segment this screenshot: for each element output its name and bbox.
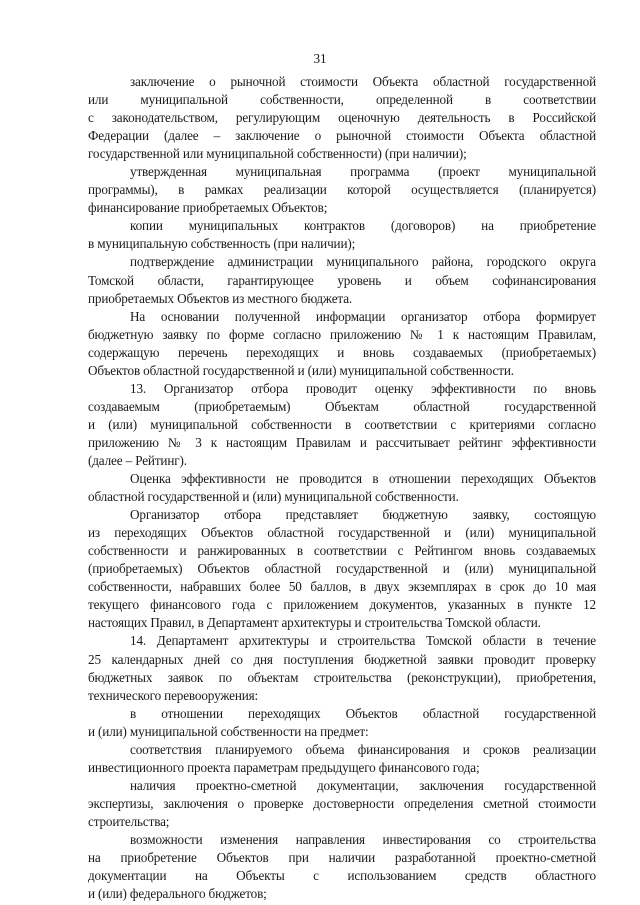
- paragraph-line: технического перевооружения:: [88, 687, 259, 703]
- paragraph: [88, 470, 596, 506]
- paragraph-line: На основании полученной информации организатор отбора формирует: [130, 308, 596, 324]
- paragraph-line: бюджетных заявок по объектам строительства (реконструкции), приобретения,: [88, 669, 596, 685]
- paragraph-line: или муниципальной собственности, определенной в соответствии: [88, 92, 596, 108]
- paragraph-line: приобретаемых Объектов из местного бюджета.: [88, 290, 353, 306]
- paragraph-line: бюджетную заявку по форме согласно приложению № 1 к настоящим Правилам,: [88, 326, 596, 342]
- paragraph-line: в муниципальную собственность (при наличии);: [88, 236, 356, 252]
- paragraph-line: 25 календарных дней со дня поступления бюджетной заявки проводит проверку: [88, 651, 596, 667]
- paragraph-line: Томской области, гарантирующее уровень и объем софинансирования: [88, 272, 596, 288]
- paragraph-line: Оценка эффективности не проводится в отношении переходящих Объектов: [130, 471, 596, 487]
- paragraph-line: Объектов областной государственной и (или) муниципальной собственности.: [88, 362, 514, 378]
- paragraph-line: создаваемым (приобретаемым) Объектам областной государственной: [88, 398, 596, 414]
- document-body: [88, 73, 596, 903]
- paragraph: [88, 741, 596, 777]
- paragraph-line: документации на Объекты с использованием средств областного: [88, 868, 596, 884]
- paragraph: [88, 73, 596, 163]
- paragraph-line: и (или) муниципальной собственности в соответствии с критериями согласно: [88, 416, 596, 432]
- paragraph-line: программы), в рамках реализации которой осуществляется (планируется): [88, 182, 596, 198]
- paragraph-line: Федерации (далее – заключение о рыночной стоимости Объекта областной: [88, 128, 596, 144]
- paragraph-line: текущего финансового года с приложением документов, указанных в пункте 12: [88, 597, 596, 613]
- paragraph-line: заключение о рыночной стоимости Объекта областной государственной: [130, 74, 596, 89]
- paragraph-line: и (или) федерального бюджетов;: [88, 886, 267, 902]
- paragraph-line: 14. Департамент архитектуры и строительства Томской области в течение: [130, 633, 596, 649]
- paragraph-line: возможности изменения направления инвестирования со строительства: [130, 831, 596, 847]
- paragraph-line: подтверждение администрации муниципального района, городского округа: [130, 254, 596, 270]
- paragraph-line: утвержденная муниципальная программа (проект муниципальной: [130, 164, 596, 180]
- paragraph-line: настоящих Правил, в Департамент архитектуры и строительства Томской области.: [88, 615, 541, 631]
- paragraph-line: (приобретаемых) Объектов областной государственной и (или) муниципальной: [88, 561, 596, 577]
- paragraph: [88, 777, 596, 831]
- paragraph: [88, 831, 596, 903]
- paragraph: [88, 632, 596, 704]
- paragraph: [88, 253, 596, 307]
- paragraph-line: экспертизы, заключения о проверке достоверности определения сметной стоимости: [88, 795, 596, 811]
- paragraph-line: в отношении переходящих Объектов областной государственной: [130, 705, 596, 721]
- paragraph: [88, 705, 596, 741]
- paragraph-line: приложению № 3 к настоящим Правилам и рассчитывает рейтинг эффективности: [88, 434, 596, 450]
- paragraph-line: областной государственной и (или) муниципальной собственности.: [88, 489, 459, 505]
- paragraph-line: собственности и ранжированных в соответствии с Рейтингом вновь создаваемых: [88, 543, 596, 559]
- paragraph: [88, 163, 596, 217]
- paragraph-line: собственности, набравших более 50 баллов, в двух экземплярах в срок до 10 мая: [88, 579, 596, 595]
- paragraph: [88, 380, 596, 470]
- paragraph-line: государственной или муниципальной собственности) (при наличии);: [88, 146, 467, 162]
- paragraph: [88, 506, 596, 632]
- paragraph-line: (далее – Рейтинг).: [88, 452, 187, 468]
- paragraph-line: копии муниципальных контрактов (договоров) на приобретение: [130, 218, 596, 234]
- paragraph-line: инвестиционного проекта параметрам предыдущего финансового года;: [88, 759, 480, 775]
- page-number: 31: [313, 51, 327, 66]
- paragraph-line: и (или) муниципальной собственности на предмет:: [88, 723, 369, 739]
- paragraph-line: на приобретение Объектов при наличии разработанной проектно-сметной: [88, 850, 596, 866]
- paragraph-line: строительства;: [88, 813, 170, 829]
- paragraph: [88, 308, 596, 380]
- paragraph-line: с законодательством, регулирующим оценочную деятельность в Российской: [88, 110, 596, 126]
- paragraph-line: 13. Организатор отбора проводит оценку эффективности по вновь: [130, 380, 596, 396]
- paragraph-line: Организатор отбора представляет бюджетную заявку, состоящую: [130, 507, 596, 523]
- paragraph-line: содержащую перечень переходящих и вновь создаваемых (приобретаемых): [88, 344, 596, 360]
- paragraph-line: соответствия планируемого объема финансирования и сроков реализации: [130, 741, 596, 757]
- paragraph-line: из переходящих Объектов областной государственной и (или) муниципальной: [88, 525, 596, 541]
- paragraph-line: наличия проектно-сметной документации, заключения государственной: [130, 777, 596, 793]
- paragraph: [88, 217, 596, 253]
- paragraph-line: финансирование приобретаемых Объектов;: [88, 200, 328, 216]
